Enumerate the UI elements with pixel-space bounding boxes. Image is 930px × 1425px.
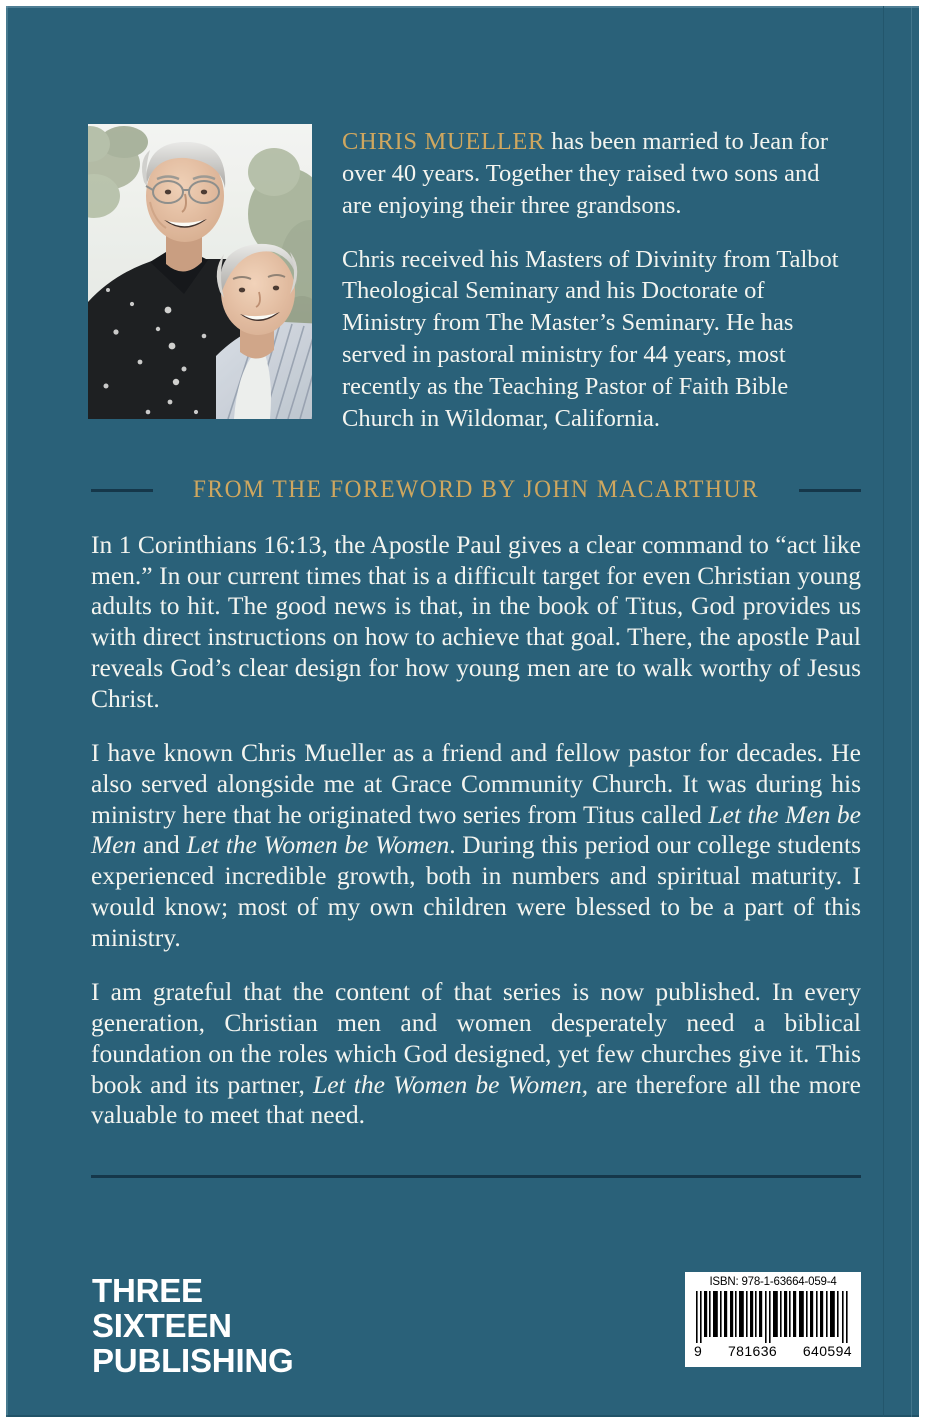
book-back-cover bbox=[6, 6, 919, 1417]
foreword-paragraph-2 bbox=[91, 738, 861, 953]
foreword-paragraph-3-part-2: , are therefore all the more valuable to meet that need. bbox=[91, 1069, 861, 1130]
barcode-digit-group-middle: 781636 bbox=[727, 1342, 778, 1359]
heading-rule-left bbox=[91, 489, 153, 492]
author-photo bbox=[88, 124, 312, 419]
publisher-logo-line-1: THREE bbox=[92, 1272, 203, 1309]
foreword-paragraph-2-part-2: and bbox=[136, 830, 187, 860]
foreword-body bbox=[91, 530, 861, 1131]
heading-rule-right bbox=[799, 489, 861, 492]
book-title-let-the-women-be-women-1: Let the Women be Women bbox=[186, 830, 450, 860]
publisher-logo-line-3: PUBLISHING bbox=[92, 1341, 294, 1379]
foreword-paragraph-3 bbox=[91, 977, 861, 1131]
bottom-divider bbox=[91, 1175, 861, 1178]
cover-top-edge bbox=[6, 6, 919, 8]
foreword-heading-label: FROM THE FOREWORD BY JOHN MACARTHUR bbox=[192, 476, 760, 503]
author-name: CHRIS MUELLER bbox=[342, 128, 546, 155]
cover-left-edge bbox=[6, 6, 8, 1417]
isbn-barcode bbox=[685, 1272, 861, 1367]
book-title-let-the-women-be-women-2: Let the Women be Women bbox=[313, 1069, 582, 1099]
author-bio-paragraph-1-rest: has been married to Jean for over 40 years. Together they raised two sons and are enjoying their three grandsons. bbox=[342, 128, 829, 219]
isbn-number-label: ISBN: 978-1-63664-059-4 bbox=[709, 1276, 837, 1288]
author-bio-paragraph-1 bbox=[342, 126, 850, 222]
author-bio bbox=[342, 124, 850, 435]
publisher-logo-line-2: SIXTEEN bbox=[92, 1306, 232, 1344]
book-title-let-the-men-be-men: Let the Men be Men bbox=[91, 799, 861, 860]
foreword-paragraph-1: In 1 Corinthians 16:13, the Apostle Paul gives a clear command to “act like men.” In our current times that is a difficult target for even Christian young adults to hit. The good news is that, in the book of Titus, God provides us with direct instructions on how to achieve that goal. There, the apostle Paul reveals God’s clear design for how young men are to walk worthy of Jesus Christ. bbox=[91, 530, 861, 713]
foreword-heading bbox=[91, 476, 861, 504]
cover-outer-fold-line bbox=[911, 6, 912, 1417]
author-bio-paragraph-2: Chris received his Masters of Divinity from Talbot Theological Seminary and his Doctorate of Ministry from The Master’s Seminary. He has served in pastoral ministry for 44 years, most recently as the Teaching Pastor of Faith Bible Church in Wildomar, California. bbox=[342, 245, 839, 432]
cover-bottom-edge bbox=[6, 1415, 919, 1417]
barcode-digit-group-right: 640594 bbox=[802, 1342, 852, 1359]
publisher-logo bbox=[92, 1274, 294, 1379]
cover-fold-line bbox=[883, 6, 884, 1417]
barcode-bars bbox=[694, 1291, 852, 1343]
author-block bbox=[88, 124, 850, 435]
foreword-paragraph-3-part-1: I am grateful that the content of that series is now published. In every generation, Christian men and women desperately need a biblical foundation on the roles which God designed, yet few churches give it. This book and its partner, bbox=[91, 977, 861, 1099]
barcode-digits bbox=[694, 1344, 852, 1358]
foreword-paragraph-2-part-3: . During this period our college students experienced incredible growth, both in numbers and spiritual maturity. I would know; most of my own children were blessed to be a part of this ministry. bbox=[91, 830, 861, 952]
foreword-paragraph-2-part-1: I have known Chris Mueller as a friend and fellow pastor for decades. He also served alongside me at Grace Community Church. It was during his ministry here that he originated two series from Titus called bbox=[91, 738, 861, 829]
barcode-digit-group-left: 9 bbox=[694, 1342, 703, 1359]
